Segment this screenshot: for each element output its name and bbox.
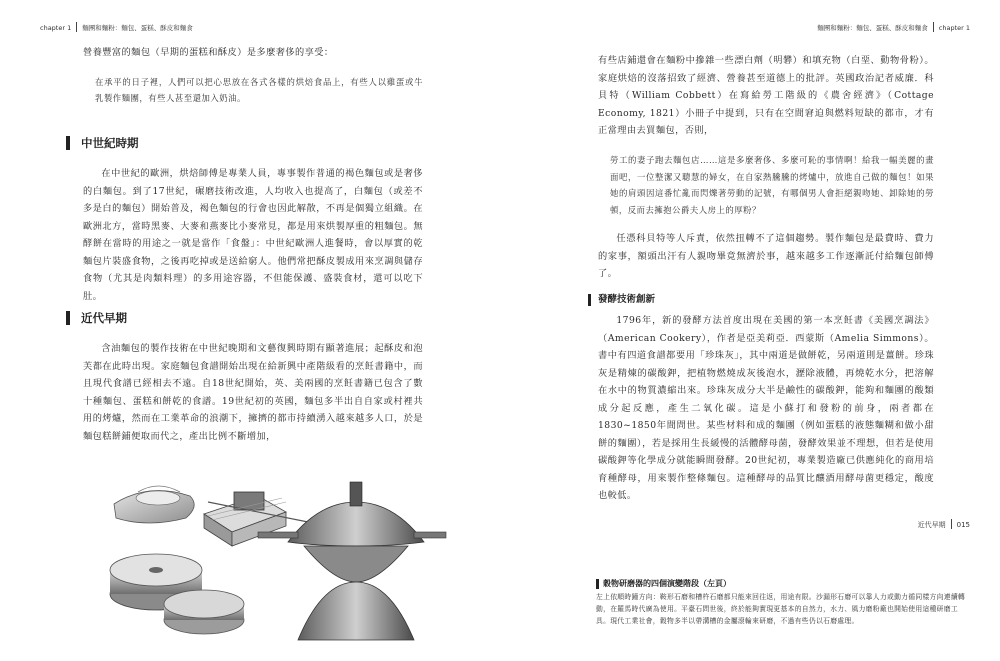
early-modern-paragraph: 含油麵包的製作技術在中世紀晚期和文藝復興時期有顯著進展；起酥皮和泡芙都在此時出現。家庭麵包食譜開始出現在給新興中產階級看的烹飪書籍中，而且現代食譜已經相去不遠。自18世紀開始，英、美兩國的烹飪書籍已包含了數十種麵包、蛋糕和餅乾的食譜。19世紀初的英國，麵包多半出自自家或村裡共用的烤爐，然而在工業革命的浪潮下，擁擠的都市持續湧入越來越多人口，於是麵包糕餅鋪便取而代之，產出比例不斷增加， bbox=[83, 343, 423, 442]
leavening-paragraph: 1796年，新的發酵方法首度出現在美國的第一本烹飪書《美國烹調法》（American Cookery），作者是亞美莉亞．西蒙斯（Amelia Simmons）。書中有四道食譜都要用「珍珠灰」，其中兩道是做餅乾，另兩道則是薑餅。珍珠灰是精煉的碳酸鉀，把植物燃燒成灰後泡水，瀝除液體，再燒乾水分，把溶解在水中的物質濃縮出來。珍珠灰成分大半是鹼性的碳酸鉀，能夠和麵團的酸類成分起反應，產生二氧化碳。這是小蘇打和發粉的前身，兩者都在1830~1850年間問世。某些材料和成的麵團（例如蛋糕的液態麵糊和做小甜餅的麵團），若是採用生長緩慢的活體酵母菌，發酵效果並不理想，但若是使用碳酸鉀等化學成分就能瞬間發酵。20世紀初，專業製造廠已供應純化的商用培育種酵母，用來製作整條麵包。這種酵母的品質比釀酒用酵母菌更穩定，酸度也較低。 bbox=[598, 315, 934, 501]
heading-bar bbox=[66, 311, 70, 325]
caption-bar bbox=[596, 579, 599, 589]
medieval-paragraph: 在中世紀的歐洲，烘焙師傅是專業人員，專事製作普通的褐色麵包或是奢侈的白麵包。到了17世紀，碾磨技術改進，人均收入也提高了，白麵包（或差不多是白的麵包）開始普及，褐色麵包的行會也因此解散，不再是個獨立組織。在歐洲北方，當時黑麥、大麥和燕麥比小麥常見，都是用來烘製厚重的粗麵包。無酵餅在當時的用途之一就是當作「食盤」：中世紀歐洲人進餐時，會以厚實的乾麵包片裝盛食物，之後再吃掉或是送給窮人。他們常把酥皮製成用來烹調與儲存食物（尤其是肉類料理）的多用途容器，不但能保護、盛裝食材，還可以吃下肚。 bbox=[83, 168, 423, 302]
folio-section: 近代早期 bbox=[917, 521, 946, 529]
right-head-separator bbox=[933, 22, 934, 32]
caption-text: 左上依順時鐘方向：鞍形石磨和槽杵石磨都只能來回往返，用途有限。沙漏形石磨可以靠人力或動力循同樣方向連續轉動，在羅馬時代廣為使用。平臺石問世後，終於能夠實現更基本的自然力，水力、風力磨粉廠也開始使用這種研磨工具。現代工業社會，穀物多半以帶溝槽的金屬滾輪來研磨，不過有些仍以石磨處理。 bbox=[596, 593, 966, 625]
right-quote-block bbox=[610, 152, 934, 218]
left-head-title: 麵團和麵粉：麵包、蛋糕、酥皮和麵食 bbox=[82, 24, 193, 32]
grain-mill-illustration bbox=[108, 462, 448, 652]
right-paragraph: 任憑科貝特等人斥責，依然扭轉不了這個趨勢。製作麵包是最費時、費力的家事，額頭出汗有人親吻畢竟無濟於事，越來越多工作逐漸託付給麵包師傅了。 bbox=[598, 233, 934, 279]
left-page-body bbox=[83, 44, 423, 107]
folio-page-number: 015 bbox=[956, 521, 970, 529]
right-running-head bbox=[817, 22, 970, 32]
hourglass-mill-illustration bbox=[258, 482, 446, 640]
heading-bar bbox=[588, 294, 591, 306]
figure-caption bbox=[596, 578, 968, 627]
heading-text: 發酵技術創新 bbox=[598, 294, 656, 305]
cobbett-quote: 勞工的妻子跑去麵包店……這是多麼奢侈、多麼可恥的事情啊！給我一幅美麗的畫面吧，一位整潔又聰慧的婦女，在自家熱騰騰的烤爐中，放進自己做的麵包！如果她的肩頭因這番忙亂而閃爍著勞動的記號，有哪個男人會拒絕親吻她、卸除她的勞頓，反而去擁抱公爵夫人房上的厚粉？ bbox=[610, 155, 934, 215]
heading-text: 近代早期 bbox=[81, 311, 127, 325]
heading-text: 中世紀時期 bbox=[81, 136, 139, 150]
millstone-illustration bbox=[110, 554, 244, 634]
left-head-separator bbox=[76, 22, 77, 32]
left-block-quote: 在承平的日子裡，人們可以把心思放在各式各樣的烘焙食品上，有些人以雞蛋或牛乳製作麵團，有些人甚至還加入奶油。 bbox=[95, 76, 423, 103]
section-medieval bbox=[66, 135, 423, 305]
left-running-head bbox=[40, 22, 193, 32]
saddle-quern-illustration bbox=[114, 486, 194, 523]
left-chapter-label: chapter 1 bbox=[40, 24, 72, 32]
section-heading-early-modern bbox=[66, 310, 423, 326]
section-leavening bbox=[588, 292, 934, 505]
section-heading-leavening bbox=[588, 292, 934, 308]
right-chapter-label: chapter 1 bbox=[938, 24, 970, 32]
section-heading-medieval bbox=[66, 135, 423, 151]
left-intro-paragraph: 營養豐富的麵包（早期的蛋糕和酥皮）是多麼奢侈的享受： bbox=[83, 47, 334, 58]
right-head-title: 麵團和麵粉：麵包、蛋糕、酥皮和麵食 bbox=[817, 24, 928, 32]
right-continuation bbox=[598, 52, 934, 140]
caption-title-text: 穀物研磨器的四個演變階段（左頁） bbox=[603, 579, 731, 588]
heading-bar bbox=[66, 136, 70, 150]
continuation-paragraph: 有些店鋪還會在麵粉中摻雜一些漂白劑（明礬）和填充物（白堊、動物骨粉）。家庭烘焙的沒落招致了經濟、營養甚至道德上的批評。英國政治記者威廉．科貝特（William Cobbett）在寫給勞工階級的《農舍經濟》（Cottage Economy, 1821）小冊子中提到，只有在空間窘迫與燃料短缺的都市，才有正當理由去買麵包，否則， bbox=[598, 55, 934, 136]
section-early-modern bbox=[66, 310, 423, 445]
folio-separator bbox=[951, 519, 952, 529]
page-folio bbox=[918, 519, 970, 530]
right-paragraph-block bbox=[598, 230, 934, 283]
caption-title bbox=[596, 578, 968, 589]
